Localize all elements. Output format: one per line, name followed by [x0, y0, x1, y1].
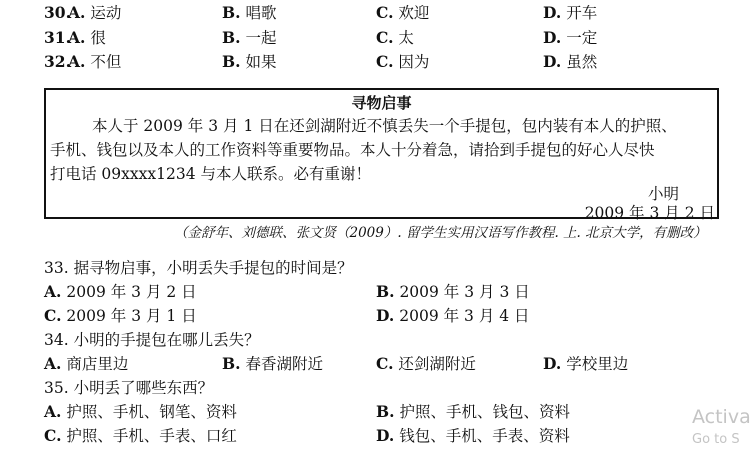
activation-watermark: Activa [692, 406, 751, 428]
option-c: C. 太 [376, 28, 414, 47]
source-citation: （金舒年、刘德联、张文贤（2009）. 留学生实用汉语写作教程. 上. 北京大学，有删改） [174, 225, 707, 241]
notice-line-3: 打电话 09xxxx1234 与本人联系。必有重谢！ [50, 165, 371, 183]
activation-watermark-sub: Go to S [692, 432, 740, 447]
question-34-option-b: B. 春香湖附近 [222, 354, 323, 373]
question-35-option-b: B. 护照、手机、钱包、资料 [376, 402, 570, 421]
option-b: B. 如果 [222, 52, 277, 71]
question-35-stem: 35. 小明丢了哪些东西？ [44, 379, 214, 397]
option-a: A. 运动 [68, 3, 122, 22]
question-34-stem: 34. 小明的手提包在哪儿丢失？ [44, 331, 260, 349]
question-34-option-c: C. 还剑湖附近 [376, 354, 476, 373]
option-d: D. 虽然 [543, 52, 598, 71]
notice-line-2: 手机、钱包以及本人的工作资料等重要物品。本人十分着急，请拾到手提包的好心人尽快 [50, 141, 655, 159]
option-c: C. 欢迎 [376, 3, 430, 22]
question-33-option-b: B. 2009 年 3 月 3 日 [376, 282, 530, 301]
question-35-option-a: A. 护照、手机、钢笔、资料 [44, 402, 237, 421]
notice-signer: 小明 [647, 185, 679, 203]
option-d: D. 开车 [543, 3, 598, 22]
question-33-option-c: C. 2009 年 3 月 1 日 [44, 306, 197, 325]
question-35-option-d: D. 钱包、手机、手表、资料 [376, 426, 570, 445]
question-34-option-a: A. 商店里边 [44, 354, 129, 373]
option-a: A. 很 [68, 28, 106, 47]
question-number: 30. [44, 3, 71, 22]
notice-title: 寻物启事 [351, 94, 412, 112]
notice-date: 2009 年 3 月 2 日 [584, 204, 715, 222]
option-d: D. 一定 [543, 28, 598, 47]
question-33-option-d: D. 2009 年 3 月 4 日 [376, 306, 530, 325]
lost-item-notice [44, 88, 719, 222]
option-b: B. 唱歌 [222, 3, 277, 22]
question-33-stem: 33. 据寻物启事，小明丢失手提包的时间是？ [44, 259, 353, 277]
question-number: 32. [44, 52, 71, 71]
question-34-option-d: D. 学校里边 [543, 354, 629, 373]
notice-line-1: 本人于 2009 年 3 月 1 日在还剑湖附近不慎丢失一个手提包，包内装有本人的护照、 [92, 117, 677, 135]
option-c: C. 因为 [376, 52, 430, 71]
question-35-option-c: C. 护照、手机、手表、口红 [44, 426, 237, 445]
option-a: A. 不但 [68, 52, 122, 71]
question-number: 31. [44, 28, 71, 47]
option-b: B. 一起 [222, 28, 277, 47]
question-33-option-a: A. 2009 年 3 月 2 日 [44, 282, 197, 301]
